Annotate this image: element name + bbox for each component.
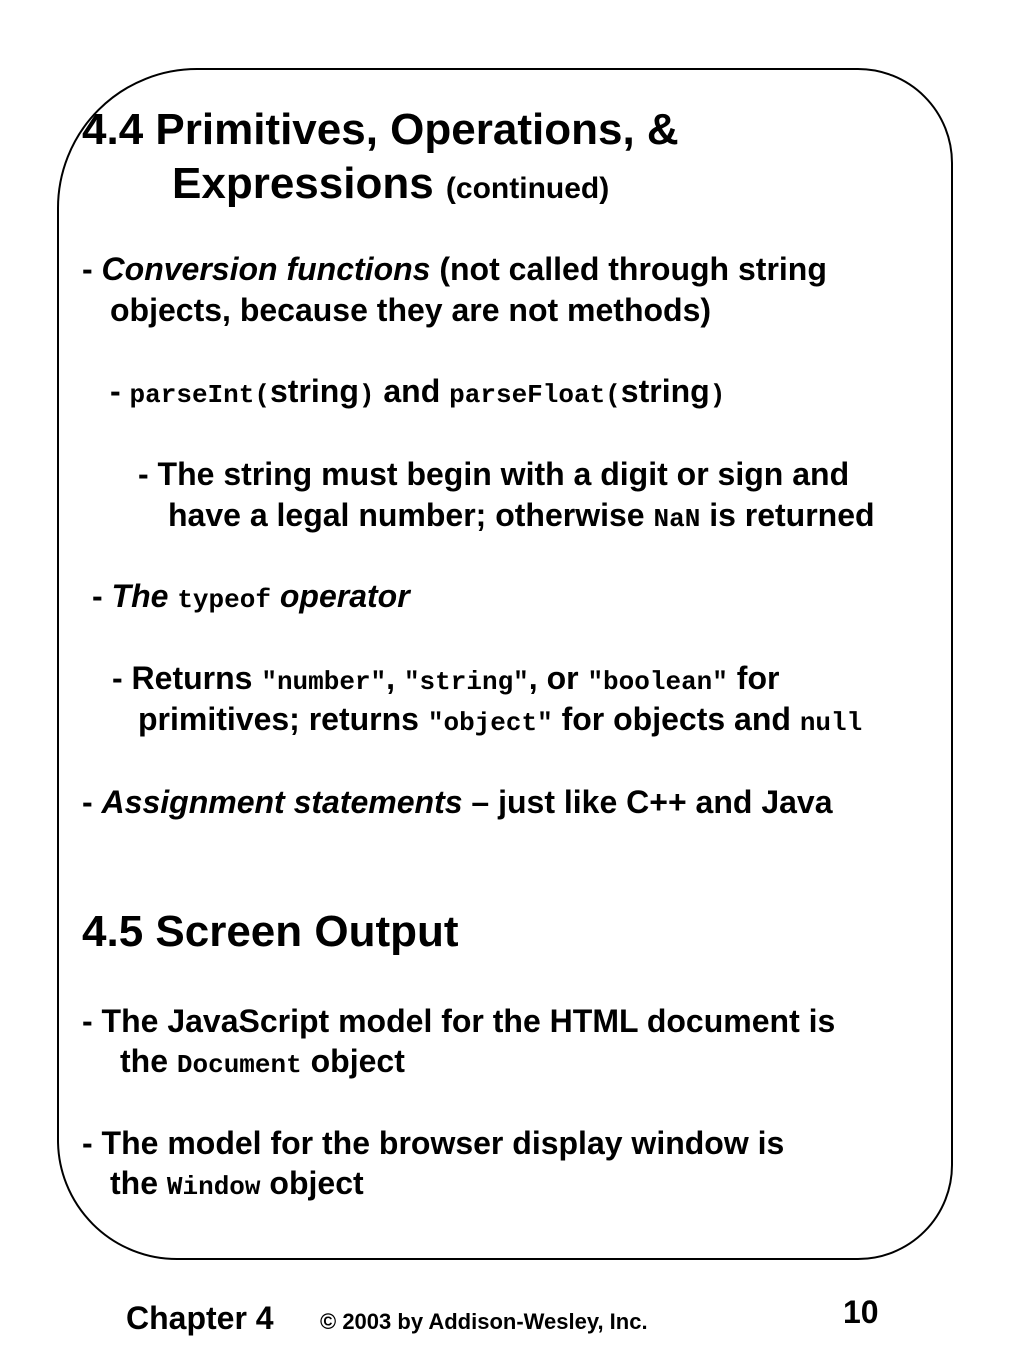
conversion-line2: objects, because they are not methods) [110, 292, 712, 328]
bullet-conversion-line2 [110, 294, 711, 326]
bullet-dash: - [82, 251, 102, 287]
window-model-line1: - The model for the browser display window is [82, 1125, 785, 1161]
code-nan: NaN [653, 504, 701, 534]
term-assignment-statements: Assignment statements [101, 784, 463, 820]
code-typeof: typeof [177, 585, 271, 615]
string-rule-pre: have a legal number; otherwise [168, 497, 654, 533]
bullet-window-model [82, 1127, 784, 1159]
title-screen-output: 4.5 Screen Output [82, 907, 459, 956]
returns-pre: - Returns [112, 660, 262, 696]
bullet-returns-line2 [138, 703, 862, 736]
footer-page-number: 10 [843, 1294, 879, 1330]
returns-line2-mid: for objects and [552, 701, 800, 737]
code-number: "number" [261, 667, 387, 697]
window-model-post: object [260, 1165, 364, 1201]
bullet-dash: - [110, 373, 130, 409]
code-object: "object" [427, 708, 553, 738]
returns-line2-pre: primitives; returns [138, 701, 428, 737]
word-and: and [374, 373, 450, 409]
document-model-post: object [301, 1043, 405, 1079]
code-close-2: ) [709, 380, 726, 410]
bullet-dash: - [82, 784, 102, 820]
bullet-conversion-functions [82, 253, 827, 285]
arg-string-1: string [269, 373, 359, 409]
assignment-rest: – just like C++ and Java [462, 784, 833, 820]
string-rule-post: is returned [700, 497, 875, 533]
code-parseint: parseInt( [129, 380, 270, 410]
bullet-string-rule-line2 [168, 499, 875, 532]
window-model-pre: the [110, 1165, 167, 1201]
code-null: null [799, 708, 863, 738]
document-model-pre: the [120, 1043, 177, 1079]
conversion-rest: (not called through string [430, 251, 827, 287]
returns-post: for [727, 660, 780, 696]
returns-sep1: , [386, 660, 404, 696]
document-model-line1: - The JavaScript model for the HTML document is [82, 1003, 836, 1039]
title-continued: (continued) [445, 172, 610, 205]
bullet-parse-functions [110, 375, 725, 408]
bullet-document-model-line2 [120, 1045, 405, 1078]
arg-string-2: string [620, 373, 710, 409]
code-parsefloat: parseFloat( [449, 380, 621, 410]
section-title-4-4 [82, 105, 679, 154]
typeof-the: The [111, 578, 178, 614]
bullet-assignment [82, 786, 833, 818]
section-title-4-4-line2 [172, 159, 610, 208]
code-string: "string" [403, 667, 529, 697]
string-rule-line1: - The string must begin with a digit or sign and [138, 456, 850, 492]
section-title-4-5 [82, 907, 459, 956]
code-document: Document [176, 1050, 302, 1080]
title-line-1: 4.4 Primitives, Operations, & [82, 105, 679, 154]
code-boolean: "boolean" [587, 667, 728, 697]
bullet-document-model [82, 1005, 835, 1037]
bullet-window-model-line2 [110, 1167, 364, 1200]
code-close-1: ) [358, 380, 375, 410]
typeof-operator-word: operator [270, 578, 410, 614]
code-window: Window [166, 1172, 261, 1202]
footer-copyright: © 2003 by Addison-Wesley, Inc. [320, 1309, 648, 1334]
title-line-2: Expressions [172, 159, 434, 208]
bullet-string-rule [138, 458, 849, 490]
bullet-returns [112, 662, 779, 695]
term-conversion-functions: Conversion functions [101, 251, 431, 287]
bullet-dash: - [92, 578, 112, 614]
returns-sep2: , or [528, 660, 588, 696]
footer-chapter: Chapter 4 [126, 1300, 274, 1336]
bullet-typeof-operator [92, 580, 410, 613]
